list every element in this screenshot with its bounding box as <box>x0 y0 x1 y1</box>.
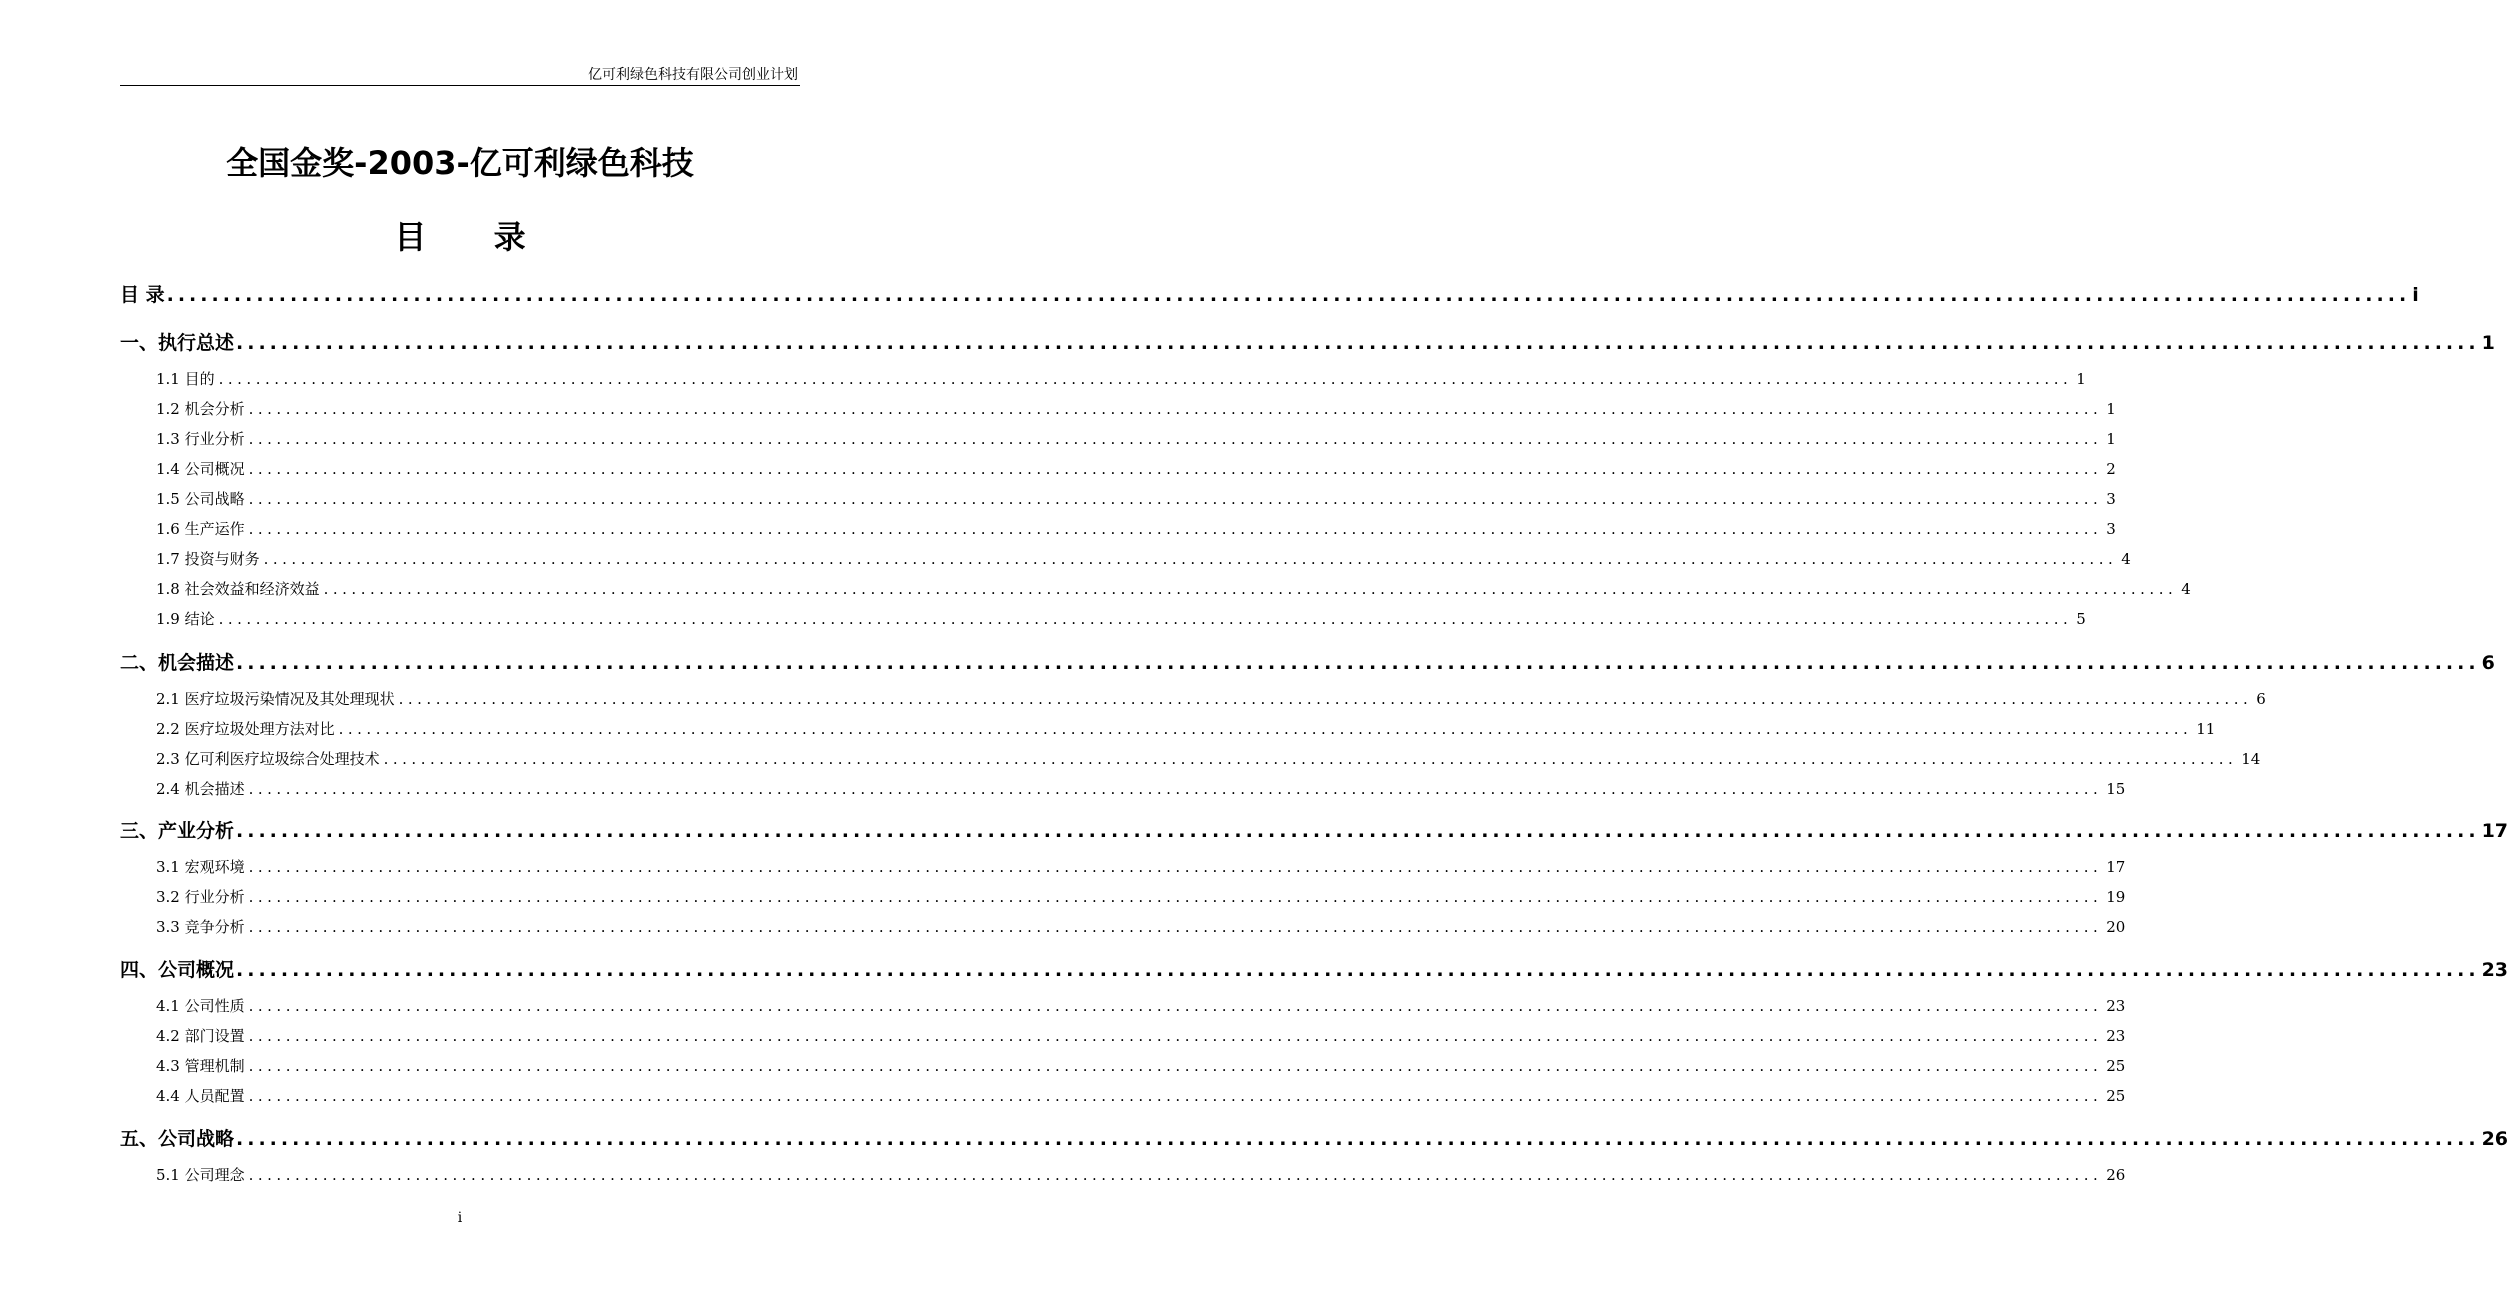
toc-leader-dots: ........................................................................................................................................................................................................ <box>248 1057 2103 1075</box>
toc-entry-label: 目 录 <box>120 284 165 306</box>
toc-leader-dots: ........................................................................................................................................................................................................ <box>248 400 2103 418</box>
toc-section-entry[interactable] <box>156 1085 2126 1107</box>
toc-section-entry[interactable] <box>156 688 2266 710</box>
toc-entry-label: 4.4 人员配置 <box>156 1087 245 1105</box>
toc-leader-dots: ........................................................................................................................................................................................................ <box>323 580 2178 598</box>
toc-leader-dots: ........................................................................................................................................................................................................ <box>248 430 2103 448</box>
toc-section-entry[interactable] <box>156 718 2216 740</box>
toc-chapter-entry[interactable] <box>120 816 2508 842</box>
toc-leader-dots: ........................................................................................................................................................................................................ <box>236 959 2480 981</box>
document-title: 全国金奖-2003-亿可利绿色科技 <box>226 144 694 182</box>
toc-entry-label: 3.3 竞争分析 <box>156 918 245 936</box>
toc-entry-label: 2.4 机会描述 <box>156 780 245 798</box>
toc-entry-label: 1.2 机会分析 <box>156 400 245 418</box>
toc-section-entry[interactable] <box>156 1025 2126 1047</box>
toc-entry-label: 三、产业分析 <box>120 820 235 842</box>
toc-section-entry[interactable] <box>156 578 2191 600</box>
toc-leader-dots: ........................................................................................................................................................................................................ <box>236 332 2480 354</box>
toc-section-entry[interactable] <box>156 1055 2126 1077</box>
toc-leader-dots: ........................................................................................................................................................................................................ <box>398 690 2253 708</box>
toc-entry-page: 25 <box>2106 1087 2126 1105</box>
toc-entry-page: 3 <box>2106 520 2116 538</box>
toc-section-entry[interactable] <box>156 518 2116 540</box>
toc-entry-page: 25 <box>2106 1057 2126 1075</box>
toc-entry-page: 23 <box>2481 959 2508 981</box>
toc-entry-page: 1 <box>2481 332 2495 354</box>
toc-leader-dots: ........................................................................................................................................................................................................ <box>236 1128 2480 1150</box>
toc-section-entry[interactable] <box>156 548 2131 570</box>
toc-leader-dots: ........................................................................................................................................................................................................ <box>248 780 2103 798</box>
toc-leader-dots: ........................................................................................................................................................................................................ <box>248 490 2103 508</box>
toc-entry-page: 19 <box>2106 888 2126 906</box>
toc-entry-page: 6 <box>2256 690 2266 708</box>
toc-entry-page: 23 <box>2106 997 2126 1015</box>
toc-entry-label: 2.2 医疗垃圾处理方法对比 <box>156 720 335 738</box>
toc-section-entry[interactable] <box>156 398 2116 420</box>
toc-leader-dots: ........................................................................................................................................................................................................ <box>248 1087 2103 1105</box>
toc-leader-dots: ........................................................................................................................................................................................................ <box>248 918 2103 936</box>
toc-entry-label: 2.3 亿可利医疗垃圾综合处理技术 <box>156 750 380 768</box>
toc-entry-page: 11 <box>2196 720 2216 738</box>
toc-entry-label: 5.1 公司理念 <box>156 1166 245 1184</box>
toc-chapter-entry[interactable] <box>120 328 2495 354</box>
toc-entry-label: 1.7 投资与财务 <box>156 550 260 568</box>
toc-chapter-entry[interactable] <box>120 955 2508 981</box>
toc-section-entry[interactable] <box>156 886 2126 908</box>
toc-entry-label: 二、机会描述 <box>120 652 235 674</box>
toc-leader-dots: ........................................................................................................................................................................................................ <box>248 520 2103 538</box>
toc-entry-label: 1.9 结论 <box>156 610 215 628</box>
toc-entry-page: 4 <box>2121 550 2131 568</box>
toc-entry-label: 4.3 管理机制 <box>156 1057 245 1075</box>
toc-entry-label: 1.6 生产运作 <box>156 520 245 538</box>
toc-entry-label: 4.1 公司性质 <box>156 997 245 1015</box>
toc-section-entry[interactable] <box>156 608 2086 630</box>
toc-leader-dots: ........................................................................................................................................................................................................ <box>236 652 2480 674</box>
toc-heading: 目 录 <box>394 218 554 256</box>
toc-section-entry[interactable] <box>156 916 2126 938</box>
toc-entry-label: 1.3 行业分析 <box>156 430 245 448</box>
toc-entry-page: 2 <box>2106 460 2116 478</box>
toc-leader-dots: ........................................................................................................................................................................................................ <box>338 720 2193 738</box>
toc-entry-page: i <box>2412 284 2419 306</box>
toc-leader-dots: ........................................................................................................................................................................................................ <box>248 997 2103 1015</box>
toc-chapter-entry[interactable] <box>120 648 2495 674</box>
toc-leader-dots: ........................................................................................................................................................................................................ <box>218 610 2073 628</box>
toc-entry-label: 1.5 公司战略 <box>156 490 245 508</box>
toc-section-entry[interactable] <box>156 995 2126 1017</box>
toc-leader-dots: ........................................................................................................................................................................................................ <box>248 1027 2103 1045</box>
toc-entry-page: 15 <box>2106 780 2126 798</box>
toc-entry-page: 1 <box>2076 370 2086 388</box>
toc-entry-label: 五、公司战略 <box>120 1128 235 1150</box>
toc-chapter-entry[interactable] <box>120 280 2419 306</box>
toc-entry-label: 3.2 行业分析 <box>156 888 245 906</box>
toc-leader-dots: ........................................................................................................................................................................................................ <box>236 820 2480 842</box>
toc-entry-label: 1.4 公司概况 <box>156 460 245 478</box>
toc-chapter-entry[interactable] <box>120 1124 2508 1150</box>
toc-entry-page: 14 <box>2241 750 2261 768</box>
toc-leader-dots: ........................................................................................................................................................................................................ <box>248 858 2103 876</box>
toc-entry-page: 3 <box>2106 490 2116 508</box>
toc-entry-page: 1 <box>2106 430 2116 448</box>
toc-entry-label: 1.8 社会效益和经济效益 <box>156 580 320 598</box>
toc-entry-label: 四、公司概况 <box>120 959 235 981</box>
toc-section-entry[interactable] <box>156 856 2126 878</box>
toc-section-entry[interactable] <box>156 748 2261 770</box>
toc-section-entry[interactable] <box>156 368 2086 390</box>
toc-leader-dots: ........................................................................................................................................................................................................ <box>263 550 2118 568</box>
toc-entry-page: 4 <box>2181 580 2191 598</box>
toc-entry-page: 17 <box>2481 820 2508 842</box>
toc-leader-dots: ........................................................................................................................................................................................................ <box>383 750 2238 768</box>
toc-entry-page: 26 <box>2481 1128 2508 1150</box>
toc-entry-page: 26 <box>2106 1166 2126 1184</box>
running-header: 亿可利绿色科技有限公司创业计划 <box>588 67 798 83</box>
page-number: i <box>457 1210 463 1226</box>
toc-entry-label: 2.1 医疗垃圾污染情况及其处理现状 <box>156 690 395 708</box>
toc-entry-page: 17 <box>2106 858 2126 876</box>
toc-section-entry[interactable] <box>156 488 2116 510</box>
toc-entry-label: 一、执行总述 <box>120 332 235 354</box>
toc-entry-label: 3.1 宏观环境 <box>156 858 245 876</box>
toc-section-entry[interactable] <box>156 458 2116 480</box>
toc-section-entry[interactable] <box>156 778 2126 800</box>
toc-section-entry[interactable] <box>156 1164 2126 1186</box>
toc-entry-page: 23 <box>2106 1027 2126 1045</box>
toc-entry-page: 5 <box>2076 610 2086 628</box>
toc-leader-dots: ........................................................................................................................................................................................................ <box>248 460 2103 478</box>
toc-entry-page: 1 <box>2106 400 2116 418</box>
toc-entry-page: 20 <box>2106 918 2126 936</box>
toc-entry-page: 6 <box>2481 652 2495 674</box>
toc-leader-dots: ........................................................................................................................................................................................................ <box>248 1166 2103 1184</box>
toc-entry-label: 4.2 部门设置 <box>156 1027 245 1045</box>
toc-leader-dots: ........................................................................................................................................................................................................ <box>166 284 2411 306</box>
toc-leader-dots: ........................................................................................................................................................................................................ <box>218 370 2073 388</box>
toc-section-entry[interactable] <box>156 428 2116 450</box>
toc-leader-dots: ........................................................................................................................................................................................................ <box>248 888 2103 906</box>
toc-entry-label: 1.1 目的 <box>156 370 215 388</box>
